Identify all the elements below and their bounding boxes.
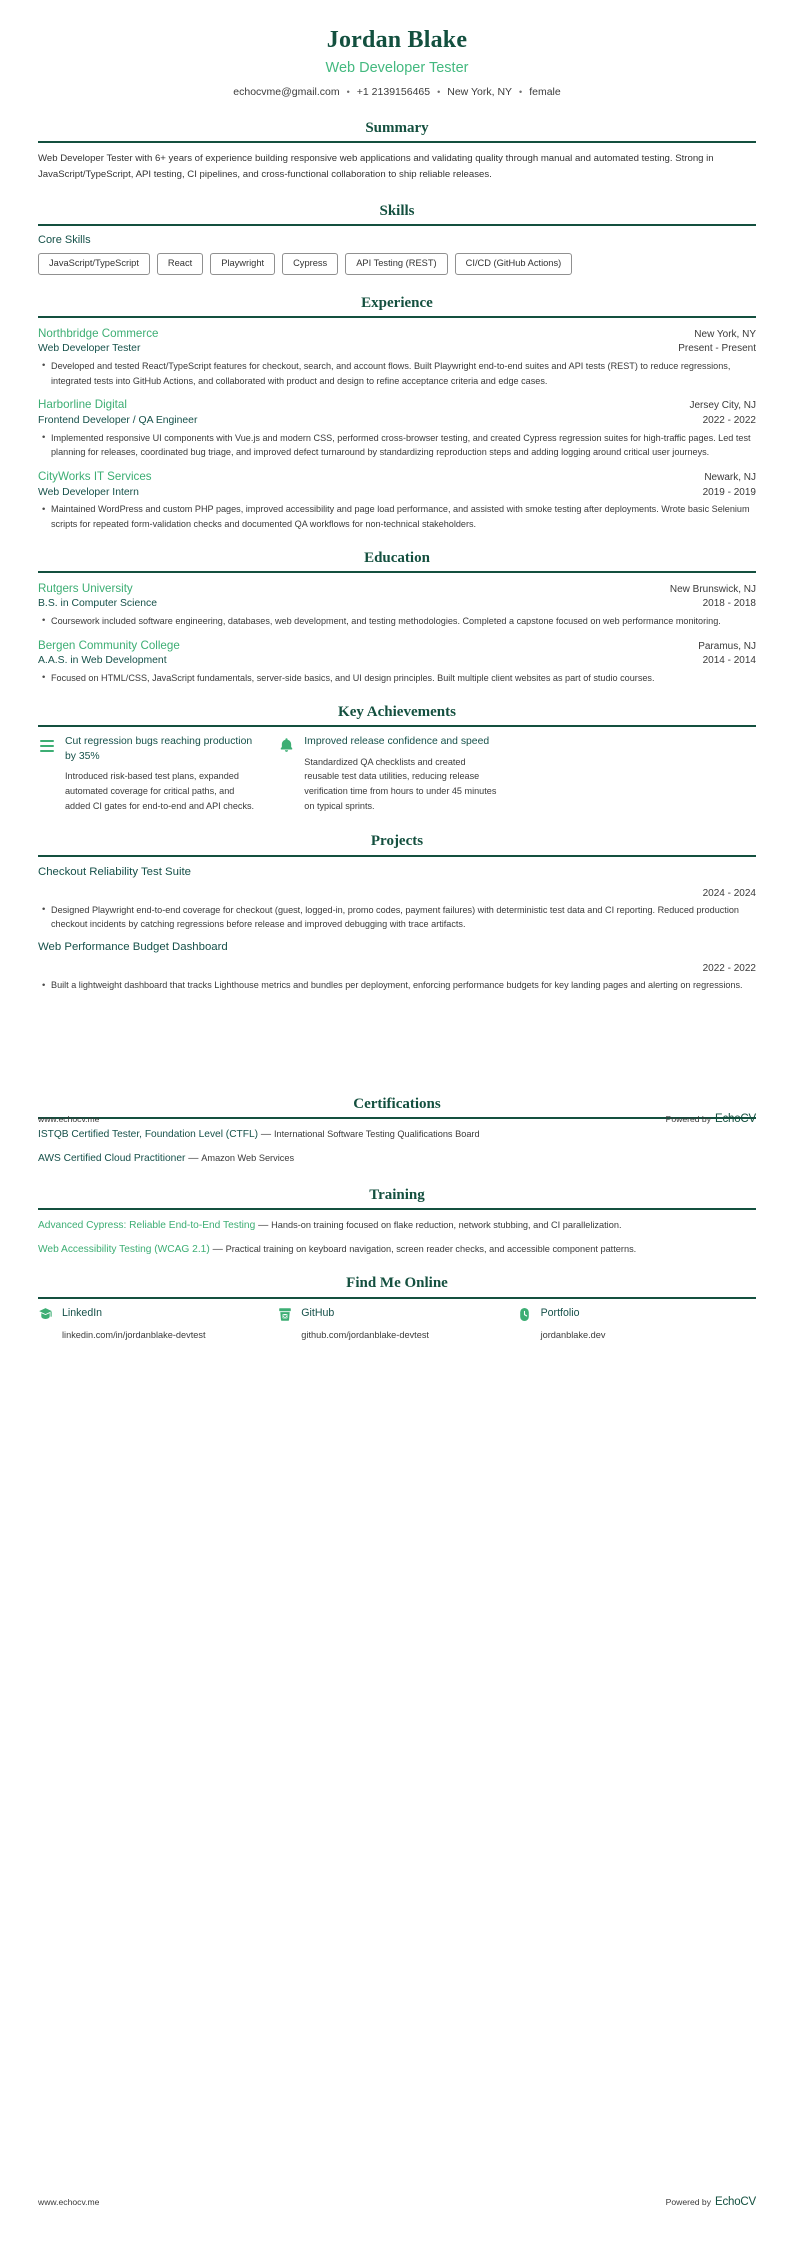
footer-website[interactable]: www.echocv.me (38, 2197, 100, 2207)
education-bullet: • Focused on HTML/CSS, JavaScript fundamentals, server-side basics, and UI design principles. Built multiple client websites as part of studio courses. (51, 671, 756, 686)
online-link-linkedin[interactable] (38, 1307, 277, 1342)
online-link-portfolio[interactable] (517, 1307, 756, 1342)
certification-name: AWS Certified Cloud Practitioner (38, 1153, 186, 1165)
training-item (38, 1242, 756, 1257)
project-bullet: • Built a lightweight dashboard that tracks Lighthouse metrics and bundles per deployment, enforcing performance budgets for key landing pages and alerting on regressions. (51, 978, 756, 993)
certification-issuer: Amazon Web Services (201, 1153, 295, 1164)
project-dates: 2022 - 2022 (702, 963, 756, 975)
contact-gender: female (529, 86, 561, 99)
section-divider (38, 855, 756, 857)
section-certifications (38, 1096, 756, 1167)
project-bullet-list (38, 978, 756, 993)
training-name: Advanced Cypress: Reliable End-to-End Testing (38, 1219, 256, 1231)
linkedin-icon (38, 1307, 53, 1322)
section-key-achievements (38, 704, 756, 814)
experience-entry (38, 326, 756, 389)
training-name: Web Accessibility Testing (WCAG 2.1) (38, 1244, 210, 1256)
portfolio-icon (517, 1307, 532, 1322)
page-footer (38, 1113, 756, 1125)
section-divider (38, 571, 756, 573)
education-location: New Brunswick, NJ (669, 583, 756, 595)
skill-tag: Playwright (210, 253, 275, 274)
certification-dash: — (188, 1153, 199, 1165)
project-name: Checkout Reliability Test Suite (38, 865, 192, 878)
resume-header (38, 0, 756, 98)
section-title-skills: Skills (379, 203, 415, 220)
section-divider (38, 224, 756, 226)
achievement-list (38, 735, 756, 814)
skill-tag: API Testing (REST) (345, 253, 447, 274)
training-dash: — (258, 1219, 269, 1231)
contact-separator-icon: • (346, 86, 350, 97)
section-divider (38, 316, 756, 318)
achievement-item (38, 735, 277, 814)
skill-tag-list (38, 253, 756, 274)
education-bullet-list (38, 671, 756, 686)
contact-separator-icon: • (519, 86, 523, 97)
experience-role: Frontend Developer / QA Engineer (38, 415, 198, 427)
section-divider (38, 725, 756, 727)
online-link-github[interactable] (277, 1307, 516, 1342)
certification-name: ISTQB Certified Tester, Foundation Level (CTFL) (38, 1129, 259, 1141)
education-entry (38, 638, 756, 686)
achievement-title: Cut regression bugs reaching production by 35% (65, 735, 253, 762)
bell-icon (277, 737, 295, 755)
experience-bullet-list (38, 359, 756, 388)
footer-website[interactable]: www.echocv.me (38, 1114, 100, 1124)
education-bullet: • Coursework included software engineering, databases, web development, and testing methodologies. Completed a capstone focused on web performance monitoring. (51, 614, 756, 629)
github-icon (277, 1307, 292, 1322)
footer-brand: EchoCV (715, 1113, 756, 1125)
online-link-label: Portfolio (540, 1307, 580, 1320)
education-degree: A.A.S. in Web Development (38, 655, 167, 667)
contact-location: New York, NY (447, 86, 513, 99)
menu-lines-icon (38, 737, 56, 755)
candidate-name: Jordan Blake (326, 27, 468, 53)
experience-location: Jersey City, NJ (689, 400, 756, 412)
training-description: Hands-on training focused on flake reduction, network stubbing, and CI parallelization. (271, 1219, 622, 1230)
certification-dash: — (260, 1129, 272, 1141)
education-dates: 2014 - 2014 (702, 655, 756, 667)
online-link-url[interactable]: jordanblake.dev (540, 1329, 606, 1340)
experience-bullet: • Developed and tested React/TypeScript features for checkout, search, and account flows. Built Playwright end-to-end suites and API tests (REST) to reduce regressions, integrated tests into GitHub Actions, and collaborated with product and design to refine acceptance criteria and edge cases. (51, 359, 756, 388)
achievement-description: Standardized QA checklists and created reusable test data utilities, reducing release verification time from hours to under 45 minutes on typical sprints. (304, 756, 497, 811)
experience-location: New York, NY (694, 328, 756, 340)
certification-item (38, 1127, 756, 1142)
section-divider (38, 1208, 756, 1210)
certification-item (38, 1151, 756, 1166)
section-education (38, 550, 756, 686)
section-find-me-online (38, 1275, 756, 1341)
experience-entry (38, 397, 756, 460)
section-experience (38, 295, 756, 532)
section-title-training: Training (369, 1186, 425, 1203)
section-divider (38, 1297, 756, 1299)
experience-bullet-list (38, 431, 756, 460)
page-footer (38, 2196, 756, 2208)
experience-dates: 2022 - 2022 (702, 415, 756, 427)
section-title-summary: Summary (365, 120, 429, 137)
experience-bullet-list (38, 502, 756, 531)
section-title-key-achievements: Key Achievements (338, 703, 456, 720)
section-summary (38, 120, 756, 183)
experience-location: Newark, NJ (704, 471, 756, 483)
project-name: Web Performance Budget Dashboard (38, 941, 228, 954)
section-title-certifications: Certifications (353, 1095, 441, 1112)
experience-organization: Northbridge Commerce (38, 326, 159, 340)
project-entry (38, 865, 756, 932)
achievement-item (277, 735, 516, 814)
contact-email[interactable]: echocvme@gmail.com (233, 86, 340, 99)
training-item (38, 1218, 756, 1233)
section-skills (38, 203, 756, 274)
footer-powered-by-label: Powered by (665, 2197, 711, 2207)
achievement-description: Introduced risk-based test plans, expanded automated coverage for critical paths, and added CI gates for end-to-end and API checks. (65, 771, 255, 811)
project-dates: 2024 - 2024 (702, 887, 756, 899)
skill-tag: JavaScript/TypeScript (38, 253, 150, 274)
section-projects (38, 833, 756, 992)
education-institution: Rutgers University (38, 581, 133, 595)
certification-issuer: International Software Testing Qualifications Board (273, 1129, 480, 1140)
section-training (38, 1187, 756, 1258)
education-entry (38, 581, 756, 629)
footer-brand: EchoCV (715, 2196, 756, 2208)
achievement-title: Improved release confidence and speed (304, 735, 490, 747)
experience-dates: 2019 - 2019 (702, 486, 756, 498)
education-dates: 2018 - 2018 (702, 598, 756, 610)
education-location: Paramus, NJ (698, 640, 756, 652)
section-title-find-me-online: Find Me Online (346, 1275, 448, 1292)
project-bullet-list (38, 903, 756, 932)
summary-text: Web Developer Tester with 6+ years of experience building responsive web applications and validating quality through manual and automated testing. Strong in JavaScript/TypeScript, API testing, CI pipelines, and cross-functional collaboration to ship reliable releases. (38, 153, 714, 181)
candidate-job-title: Web Developer Tester (325, 59, 469, 76)
experience-bullet: • Implemented responsive UI components with Vue.js and modern CSS, performed cross-browser testing, and created Cypress regression suites for high-traffic pages. Led test planning for releases, coordinated bug triage, and improved defect turnaround by standardizing reproduction steps and adding logging around critical user journeys. (51, 431, 756, 460)
online-link-list (38, 1307, 756, 1342)
contact-line (38, 86, 756, 98)
section-divider (38, 141, 756, 143)
skill-tag: React (157, 253, 203, 274)
skill-tag: CI/CD (GitHub Actions) (455, 253, 573, 274)
experience-organization: CityWorks IT Services (38, 469, 152, 483)
experience-bullet: • Maintained WordPress and custom PHP pages, improved accessibility and page load performance, and assisted with smoke testing after deployments. Wrote basic Selenium scripts for repeated form-validation checks and documented QA workflows for non-technical stakeholders. (51, 502, 756, 531)
experience-entry (38, 469, 756, 532)
education-bullet-list (38, 614, 756, 629)
section-title-experience: Experience (361, 294, 433, 311)
training-dash: — (212, 1244, 223, 1256)
experience-organization: Harborline Digital (38, 398, 127, 412)
section-title-projects: Projects (370, 833, 424, 850)
skills-group-label: Core Skills (38, 234, 91, 247)
skill-tag: Cypress (282, 253, 338, 274)
project-bullet: • Designed Playwright end-to-end coverage for checkout (guest, logged-in, promo codes, payment failures) with deterministic test data and CI reporting. Reduced production checkout incidents by catching regressions before release and improved debugging with trace artifacts. (51, 903, 756, 932)
education-institution: Bergen Community College (38, 638, 180, 652)
experience-role: Web Developer Intern (38, 486, 139, 498)
training-description: Practical training on keyboard navigation, screen reader checks, and accessible component patterns. (225, 1244, 637, 1255)
online-link-url[interactable]: linkedin.com/in/jordanblake-devtest (62, 1329, 206, 1340)
contact-phone[interactable]: +1 2139156465 (356, 86, 431, 99)
contact-separator-icon: • (437, 86, 441, 97)
achievement-item-empty (517, 735, 756, 814)
online-link-label: LinkedIn (62, 1307, 103, 1320)
footer-powered-by-label: Powered by (665, 1114, 711, 1124)
online-link-url[interactable]: github.com/jordanblake-devtest (301, 1329, 429, 1340)
experience-role: Web Developer Tester (38, 343, 141, 355)
education-degree: B.S. in Computer Science (38, 598, 157, 610)
section-title-education: Education (364, 549, 430, 566)
footer-powered-by (666, 1113, 756, 1125)
experience-dates: Present - Present (678, 343, 756, 355)
online-link-label: GitHub (301, 1307, 335, 1320)
footer-powered-by (666, 2196, 756, 2208)
project-entry (38, 940, 756, 993)
